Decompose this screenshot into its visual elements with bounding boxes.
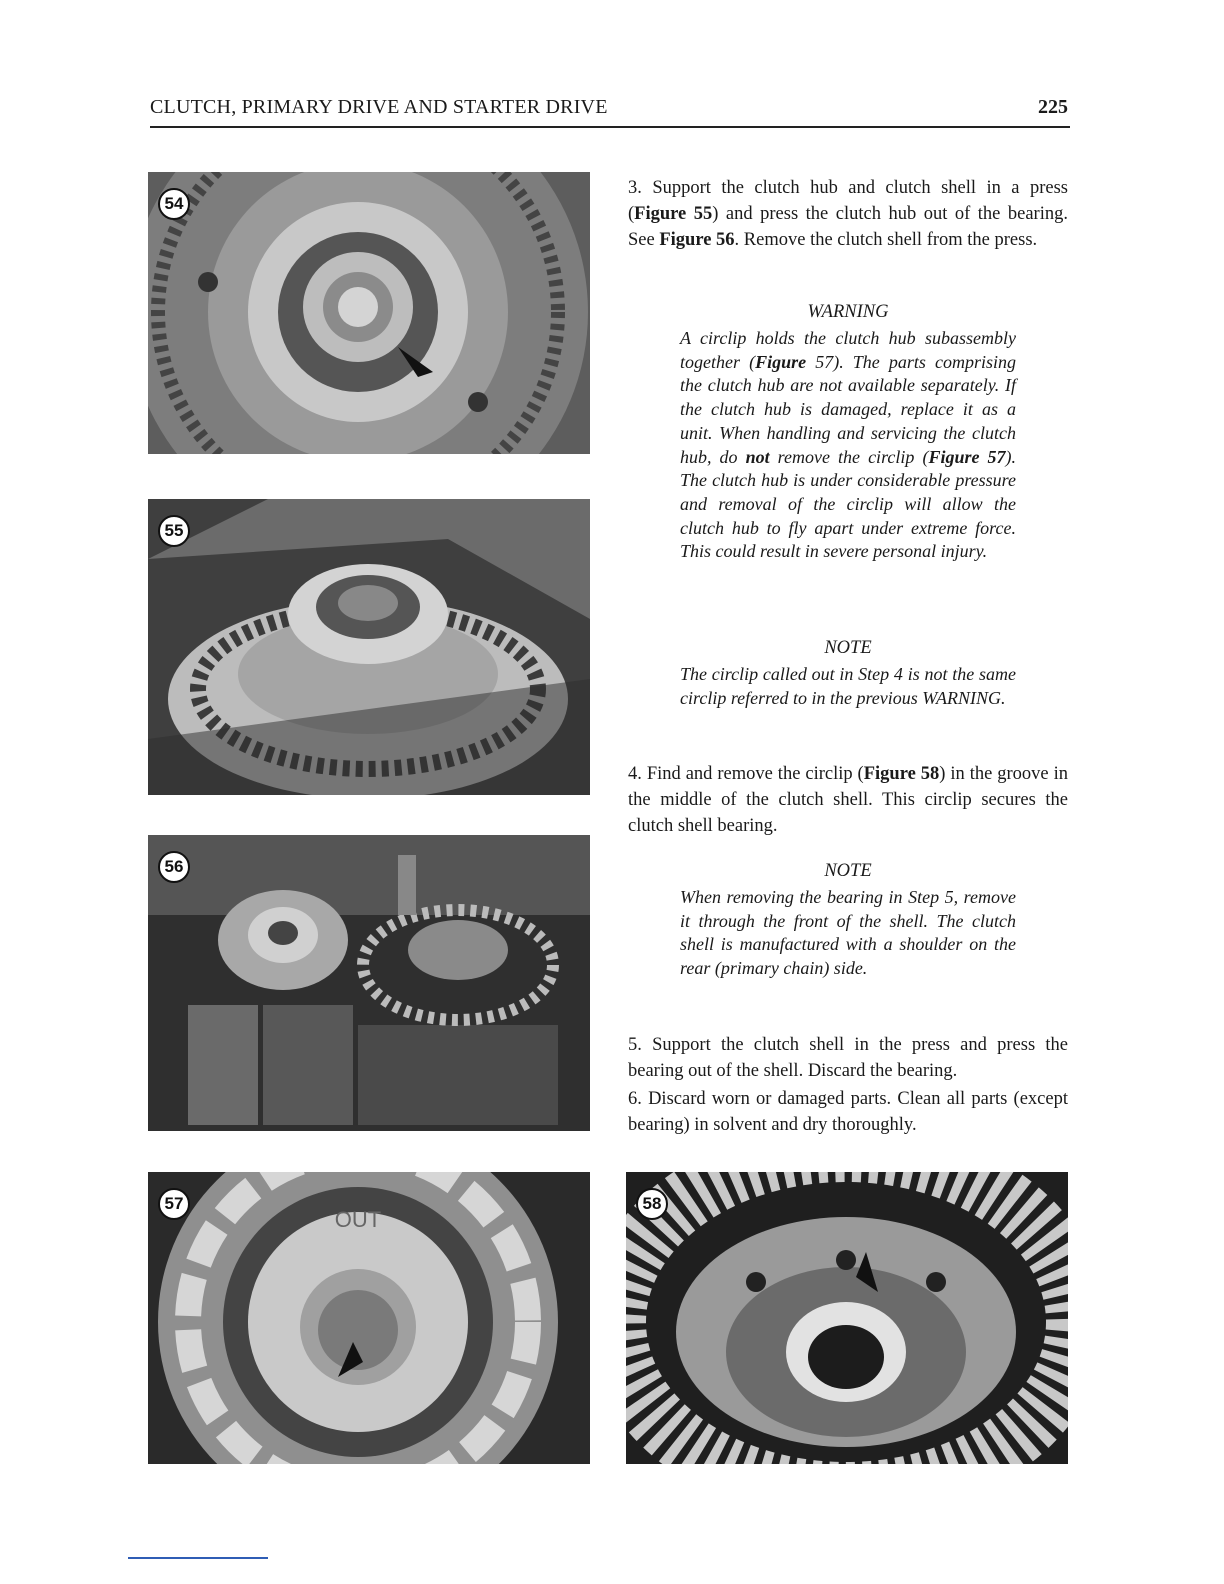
figure-number-badge: 58 (636, 1188, 668, 1220)
figure-58-photo (626, 1172, 1068, 1464)
running-title: CLUTCH, PRIMARY DRIVE AND STARTER DRIVE (150, 96, 608, 118)
footnote-rule (128, 1557, 268, 1559)
figure-number-badge: 55 (158, 515, 190, 547)
figure-number-badge: 56 (158, 851, 190, 883)
note-heading: NOTE (824, 861, 872, 881)
figure-56-photo (148, 835, 590, 1131)
step-5-paragraph: 5. Support the clutch shell in the press and press the bearing out of the shell. Discard the bearing. (628, 1035, 1068, 1081)
figure-reference: Figure 56 (659, 230, 735, 250)
figure-54-photo (148, 172, 590, 454)
out-stamp: OUT (334, 1207, 382, 1232)
warning-body: A circlip holds the clutch hub subassembly together (Figure 57). The parts comprising the clutch hub are not available separately. If the clutch hub is damaged, replace it as a unit. When handling and servicing the clutch hub, do not remove the circlip (Figure 57). The clutch hub is under considerable pressure and removal of the circlip will allow the clutch hub to fly apart under extreme force. This could result in severe personal injury. (680, 328, 1017, 562)
figure-55-photo (148, 499, 590, 795)
figure-number-badge: 54 (158, 188, 190, 220)
page-number: 225 (1038, 96, 1068, 118)
step-6-paragraph: 6. Discard worn or damaged parts. Clean all parts (except bearing) in solvent and dry thoroughly. (628, 1089, 1068, 1135)
warning-heading: WARNING (807, 302, 889, 322)
figure-57-photo (148, 1172, 590, 1464)
figure-reference: Figure 55 (634, 204, 713, 224)
figure-reference: Figure 58 (863, 764, 940, 784)
page-header (150, 96, 1070, 128)
step-3-paragraph: 3. Support the clutch hub and clutch shell in a press (Figure 55) and press the clutch hub out of the bearing. See Figure 56. Remove the clutch shell from the press. (628, 178, 1068, 250)
step-4-paragraph: 4. Find and remove the circlip (Figure 58) in the groove in the middle of the clutch shell. This circlip secures the clutch shell bearing. (628, 764, 1068, 836)
note-body: The circlip called out in Step 4 is not the same circlip referred to in the previous WARNING. (680, 664, 1016, 708)
note-heading: NOTE (824, 638, 872, 658)
note-body: When removing the bearing in Step 5, remove it through the front of the shell. The clutch shell is manufactured with a shoulder on the rear (primary chain) side. (680, 887, 1016, 979)
figure-number-badge: 57 (158, 1188, 190, 1220)
